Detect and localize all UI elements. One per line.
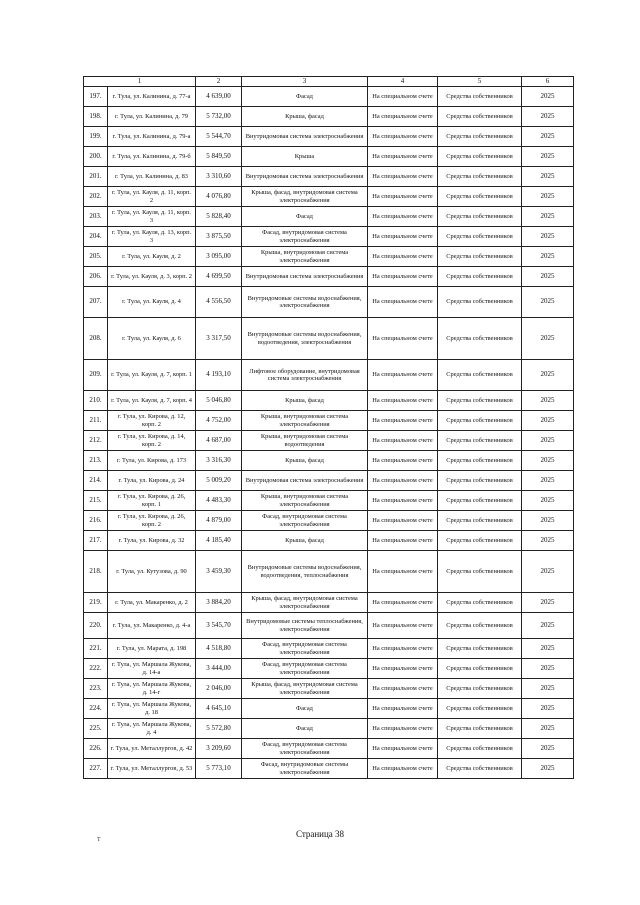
- row-account: На специальном счете: [368, 87, 438, 107]
- row-area: 3 316,30: [196, 451, 242, 471]
- row-number: 218.: [84, 551, 108, 593]
- row-funding-source: Средства собственников: [438, 147, 522, 167]
- row-address: г. Тула, ул. Марата, д. 198: [108, 639, 196, 659]
- table-row: [84, 107, 574, 127]
- row-number: 220.: [84, 613, 108, 639]
- row-address: г. Тула, ул. Маршала Жукова, д. 14-а: [108, 659, 196, 679]
- row-address: г. Тула, ул. Кауля, д. 3, корп. 2: [108, 267, 196, 287]
- row-year: 2025: [522, 411, 574, 431]
- row-work-type: Фасад: [242, 719, 368, 739]
- row-year: 2025: [522, 639, 574, 659]
- row-year: 2025: [522, 391, 574, 411]
- row-work-type: Фасад, внутридомовая система электроснабжения: [242, 639, 368, 659]
- row-work-type: Внутридомовые системы теплоснабжения, электроснабжения: [242, 613, 368, 639]
- row-funding-source: Средства собственников: [438, 491, 522, 511]
- table-row: [84, 127, 574, 147]
- row-work-type: Крыша, фасад: [242, 391, 368, 411]
- table-row: [84, 167, 574, 187]
- row-address: г. Тула, ул. Кирова, д. 173: [108, 451, 196, 471]
- row-year: 2025: [522, 679, 574, 699]
- row-work-type: Крыша, фасад, внутридомовая система электроснабжения: [242, 187, 368, 207]
- row-area: 5 046,80: [196, 391, 242, 411]
- row-year: 2025: [522, 107, 574, 127]
- row-funding-source: Средства собственников: [438, 699, 522, 719]
- row-account: На специальном счете: [368, 167, 438, 187]
- row-funding-source: Средства собственников: [438, 227, 522, 247]
- column-number-2: 2: [196, 77, 242, 87]
- column-number-6: 6: [522, 77, 574, 87]
- row-address: г. Тула, ул. Маршала Жукова, д. 14-г: [108, 679, 196, 699]
- row-account: На специальном счете: [368, 613, 438, 639]
- row-funding-source: Средства собственников: [438, 593, 522, 613]
- row-work-type: Крыша, фасад, внутридомовая система электроснабжения: [242, 593, 368, 613]
- table-row: [84, 659, 574, 679]
- row-account: На специальном счете: [368, 411, 438, 431]
- row-work-type: Внутридомовые системы водоснабжения, водоотведения, теплоснабжения: [242, 551, 368, 593]
- row-year: 2025: [522, 613, 574, 639]
- row-year: 2025: [522, 318, 574, 360]
- row-work-type: Внутридомовая система электроснабжения: [242, 167, 368, 187]
- row-account: На специальном счете: [368, 511, 438, 531]
- table-row: [84, 471, 574, 491]
- row-funding-source: Средства собственников: [438, 127, 522, 147]
- row-number: 197.: [84, 87, 108, 107]
- row-work-type: Фасад, внутридомовая система электроснабжения: [242, 659, 368, 679]
- row-area: 4 645,10: [196, 699, 242, 719]
- row-area: 4 483,30: [196, 491, 242, 511]
- row-area: 4 752,00: [196, 411, 242, 431]
- row-year: 2025: [522, 531, 574, 551]
- row-area: 3 884,20: [196, 593, 242, 613]
- row-number: 204.: [84, 227, 108, 247]
- row-work-type: Крыша, фасад, внутридомовая система электроснабжения: [242, 679, 368, 699]
- row-account: На специальном счете: [368, 247, 438, 267]
- row-account: На специальном счете: [368, 107, 438, 127]
- table-row: [84, 391, 574, 411]
- row-account: На специальном счете: [368, 360, 438, 391]
- row-number: 216.: [84, 511, 108, 531]
- table-row: [84, 247, 574, 267]
- row-work-type: Крыша, внутридомовая система электроснабжения: [242, 411, 368, 431]
- row-account: На специальном счете: [368, 639, 438, 659]
- row-address: г. Тула, ул. Калинина, д. 79: [108, 107, 196, 127]
- row-work-type: Внутридомовая система электроснабжения: [242, 471, 368, 491]
- row-work-type: Внутридомовые системы водоснабжения, электроснабжения: [242, 287, 368, 318]
- row-funding-source: Средства собственников: [438, 391, 522, 411]
- row-number: 214.: [84, 471, 108, 491]
- row-account: На специальном счете: [368, 739, 438, 759]
- table-row: [84, 511, 574, 531]
- row-area: 4 193,10: [196, 360, 242, 391]
- row-work-type: Фасад, внутридомовая система электроснабжения: [242, 739, 368, 759]
- row-work-type: Фасад: [242, 87, 368, 107]
- row-account: На специальном счете: [368, 471, 438, 491]
- row-number: 221.: [84, 639, 108, 659]
- row-address: г. Тула, ул. Кауля, д. 11, корп. 3: [108, 207, 196, 227]
- row-number: 208.: [84, 318, 108, 360]
- row-year: 2025: [522, 551, 574, 593]
- row-address: г. Тула, ул. Кутузова, д. 90: [108, 551, 196, 593]
- row-year: 2025: [522, 287, 574, 318]
- row-year: 2025: [522, 167, 574, 187]
- row-account: На специальном счете: [368, 759, 438, 779]
- row-year: 2025: [522, 87, 574, 107]
- row-area: 3 459,30: [196, 551, 242, 593]
- row-area: 3 875,50: [196, 227, 242, 247]
- table-row: [84, 739, 574, 759]
- row-account: На специальном счете: [368, 207, 438, 227]
- row-number: 224.: [84, 699, 108, 719]
- row-area: 5 572,80: [196, 719, 242, 739]
- row-year: 2025: [522, 127, 574, 147]
- row-funding-source: Средства собственников: [438, 207, 522, 227]
- row-address: г. Тула, ул. Калинина, д. 79-а: [108, 127, 196, 147]
- table-row: [84, 267, 574, 287]
- row-funding-source: Средства собственников: [438, 679, 522, 699]
- row-account: На специальном счете: [368, 531, 438, 551]
- table-row: [84, 431, 574, 451]
- row-funding-source: Средства собственников: [438, 287, 522, 318]
- row-number: 198.: [84, 107, 108, 127]
- capital-repair-table: [83, 76, 574, 779]
- row-year: 2025: [522, 593, 574, 613]
- row-account: На специальном счете: [368, 227, 438, 247]
- row-work-type: Крыша, фасад: [242, 531, 368, 551]
- table-row: [84, 451, 574, 471]
- row-work-type: Крыша, фасад: [242, 451, 368, 471]
- row-year: 2025: [522, 699, 574, 719]
- row-account: На специальном счете: [368, 147, 438, 167]
- row-year: 2025: [522, 739, 574, 759]
- row-number: 210.: [84, 391, 108, 411]
- row-address: г. Тула, ул. Калинина, д. 77-а: [108, 87, 196, 107]
- row-funding-source: Средства собственников: [438, 431, 522, 451]
- row-address: г. Тула, ул. Кирова, д. 32: [108, 531, 196, 551]
- table-row: [84, 411, 574, 431]
- row-number: 217.: [84, 531, 108, 551]
- row-number: 227.: [84, 759, 108, 779]
- row-area: 4 699,50: [196, 267, 242, 287]
- table-row: [84, 227, 574, 247]
- row-address: г. Тула, ул. Маршала Жукова, д. 18: [108, 699, 196, 719]
- row-number: 201.: [84, 167, 108, 187]
- row-work-type: Крыша: [242, 147, 368, 167]
- row-year: 2025: [522, 207, 574, 227]
- row-work-type: Фасад, внутридомовая система электроснабжения: [242, 227, 368, 247]
- table-row: [84, 613, 574, 639]
- row-area: 4 518,80: [196, 639, 242, 659]
- row-work-type: Крыша, внутридомовая система водоотведения: [242, 431, 368, 451]
- row-work-type: Крыша, внутридомовая система электроснабжения: [242, 247, 368, 267]
- row-area: 3 209,60: [196, 739, 242, 759]
- row-funding-source: Средства собственников: [438, 659, 522, 679]
- row-area: 3 310,60: [196, 167, 242, 187]
- column-number-4: 4: [368, 77, 438, 87]
- table-row: [84, 491, 574, 511]
- row-number: 206.: [84, 267, 108, 287]
- row-address: г. Тула, ул. Калинина, д. 83: [108, 167, 196, 187]
- row-area: 4 185,40: [196, 531, 242, 551]
- row-funding-source: Средства собственников: [438, 613, 522, 639]
- row-address: г. Тула, ул. Калинина, д. 79-б: [108, 147, 196, 167]
- row-year: 2025: [522, 511, 574, 531]
- row-year: 2025: [522, 431, 574, 451]
- row-year: 2025: [522, 247, 574, 267]
- row-account: На специальном счете: [368, 318, 438, 360]
- row-address: г. Тула, ул. Кауля, д. 7, корп. 4: [108, 391, 196, 411]
- row-funding-source: Средства собственников: [438, 87, 522, 107]
- column-number-1: 1: [84, 77, 196, 87]
- row-address: г. Тула, ул. Кирова, д. 14, корп. 2: [108, 431, 196, 451]
- row-address: г. Тула, ул. Кауля, д. 2: [108, 247, 196, 267]
- column-number-5: 5: [438, 77, 522, 87]
- row-work-type: Крыша, фасад: [242, 107, 368, 127]
- row-funding-source: Средства собственников: [438, 511, 522, 531]
- row-account: На специальном счете: [368, 551, 438, 593]
- row-area: 3 545,70: [196, 613, 242, 639]
- row-address: г. Тула, ул. Кирова, д. 26, корп. 2: [108, 511, 196, 531]
- row-area: 3 095,00: [196, 247, 242, 267]
- row-funding-source: Средства собственников: [438, 107, 522, 127]
- row-area: 3 317,50: [196, 318, 242, 360]
- row-funding-source: Средства собственников: [438, 247, 522, 267]
- row-year: 2025: [522, 451, 574, 471]
- row-year: 2025: [522, 659, 574, 679]
- row-number: 215.: [84, 491, 108, 511]
- row-area: 4 879,00: [196, 511, 242, 531]
- row-number: 219.: [84, 593, 108, 613]
- row-work-type: Внутридомовые системы водоснабжения, водоотведения, электроснабжения: [242, 318, 368, 360]
- row-account: На специальном счете: [368, 659, 438, 679]
- row-funding-source: Средства собственников: [438, 451, 522, 471]
- table-row: [84, 207, 574, 227]
- table-row: [84, 360, 574, 391]
- row-address: г. Тула, ул. Маршала Жукова, д. 4: [108, 719, 196, 739]
- row-number: 203.: [84, 207, 108, 227]
- row-account: На специальном счете: [368, 451, 438, 471]
- table-row: [84, 551, 574, 593]
- row-area: 5 009,20: [196, 471, 242, 491]
- row-number: 211.: [84, 411, 108, 431]
- row-number: 212.: [84, 431, 108, 451]
- row-address: г. Тула, ул. Кауля, д. 11, корп. 2: [108, 187, 196, 207]
- row-address: г. Тула, ул. Кирова, д. 12, корп. 2: [108, 411, 196, 431]
- row-area: 2 046,00: [196, 679, 242, 699]
- row-number: 222.: [84, 659, 108, 679]
- row-funding-source: Средства собственников: [438, 318, 522, 360]
- row-number: 225.: [84, 719, 108, 739]
- row-account: На специальном счете: [368, 187, 438, 207]
- row-account: На специальном счете: [368, 391, 438, 411]
- row-area: 5 828,40: [196, 207, 242, 227]
- row-funding-source: Средства собственников: [438, 471, 522, 491]
- row-year: 2025: [522, 719, 574, 739]
- row-address: г. Тула, ул. Кауля, д. 7, корп. 1: [108, 360, 196, 391]
- row-account: На специальном счете: [368, 699, 438, 719]
- row-number: 223.: [84, 679, 108, 699]
- row-account: На специальном счете: [368, 679, 438, 699]
- table-row: [84, 699, 574, 719]
- row-work-type: Лифтовое оборудование, внутридомовая система электроснабжения: [242, 360, 368, 391]
- row-address: г. Тула, ул. Металлургов, д. 42: [108, 739, 196, 759]
- row-address: г. Тула, ул. Металлургов, д. 53: [108, 759, 196, 779]
- row-address: г. Тула, ул. Макаренко, д. 4-а: [108, 613, 196, 639]
- row-area: 5 773,10: [196, 759, 242, 779]
- row-area: 4 639,00: [196, 87, 242, 107]
- row-area: 5 544,70: [196, 127, 242, 147]
- row-account: На специальном счете: [368, 491, 438, 511]
- row-area: 4 556,50: [196, 287, 242, 318]
- row-work-type: Фасад: [242, 207, 368, 227]
- row-account: На специальном счете: [368, 593, 438, 613]
- row-account: На специальном счете: [368, 287, 438, 318]
- row-number: 205.: [84, 247, 108, 267]
- table-row: [84, 759, 574, 779]
- row-work-type: Фасад, внутридомовая система электроснабжения: [242, 511, 368, 531]
- row-number: 213.: [84, 451, 108, 471]
- row-area: 5 849,50: [196, 147, 242, 167]
- column-number-row: [84, 77, 574, 87]
- row-account: На специальном счете: [368, 431, 438, 451]
- table-row: [84, 531, 574, 551]
- document-sheet: [83, 76, 573, 779]
- table-row: [84, 679, 574, 699]
- row-funding-source: Средства собственников: [438, 551, 522, 593]
- row-work-type: Внутридомовая система электроснабжения: [242, 127, 368, 147]
- row-funding-source: Средства собственников: [438, 759, 522, 779]
- row-work-type: Фасад, внутридомовые системы электроснабжения: [242, 759, 368, 779]
- row-number: 199.: [84, 127, 108, 147]
- row-number: 207.: [84, 287, 108, 318]
- row-number: 202.: [84, 187, 108, 207]
- row-address: г. Тула, ул. Кауля, д. 6: [108, 318, 196, 360]
- row-funding-source: Средства собственников: [438, 719, 522, 739]
- row-account: На специальном счете: [368, 127, 438, 147]
- table-row: [84, 187, 574, 207]
- table-row: [84, 287, 574, 318]
- table-row: [84, 639, 574, 659]
- row-address: г. Тула, ул. Макаренко, д. 2: [108, 593, 196, 613]
- row-year: 2025: [522, 147, 574, 167]
- row-work-type: Внутридомовая система электроснабжения: [242, 267, 368, 287]
- row-year: 2025: [522, 491, 574, 511]
- row-address: г. Тула, ул. Кауля, д. 13, корп. 3: [108, 227, 196, 247]
- row-area: 4 076,80: [196, 187, 242, 207]
- row-year: 2025: [522, 267, 574, 287]
- row-year: 2025: [522, 187, 574, 207]
- row-year: 2025: [522, 759, 574, 779]
- row-funding-source: Средства собственников: [438, 531, 522, 551]
- row-address: г. Тула, ул. Кауля, д. 4: [108, 287, 196, 318]
- row-funding-source: Средства собственников: [438, 360, 522, 391]
- row-number: 200.: [84, 147, 108, 167]
- row-year: 2025: [522, 360, 574, 391]
- table-row: [84, 719, 574, 739]
- row-funding-source: Средства собственников: [438, 167, 522, 187]
- table-body: [84, 87, 574, 779]
- row-area: 3 444,00: [196, 659, 242, 679]
- row-account: На специальном счете: [368, 719, 438, 739]
- column-number-3: 3: [242, 77, 368, 87]
- table-row: [84, 593, 574, 613]
- table-row: [84, 147, 574, 167]
- row-area: 4 687,00: [196, 431, 242, 451]
- row-number: 226.: [84, 739, 108, 759]
- row-funding-source: Средства собственников: [438, 267, 522, 287]
- row-address: г. Тула, ул. Кирова, д. 26, корп. 1: [108, 491, 196, 511]
- row-year: 2025: [522, 471, 574, 491]
- row-year: 2025: [522, 227, 574, 247]
- row-area: 5 732,00: [196, 107, 242, 127]
- row-account: На специальном счете: [368, 267, 438, 287]
- row-funding-source: Средства собственников: [438, 411, 522, 431]
- row-work-type: Крыша, внутридомовая система электроснабжения: [242, 491, 368, 511]
- row-address: г. Тула, ул. Кирова, д. 24: [108, 471, 196, 491]
- table-row: [84, 87, 574, 107]
- table-row: [84, 318, 574, 360]
- row-number: 209.: [84, 360, 108, 391]
- row-funding-source: Средства собственников: [438, 187, 522, 207]
- row-funding-source: Средства собственников: [438, 739, 522, 759]
- row-work-type: Фасад: [242, 699, 368, 719]
- row-funding-source: Средства собственников: [438, 639, 522, 659]
- corner-mark: т: [97, 834, 101, 843]
- page-number: Страница 38: [295, 829, 345, 839]
